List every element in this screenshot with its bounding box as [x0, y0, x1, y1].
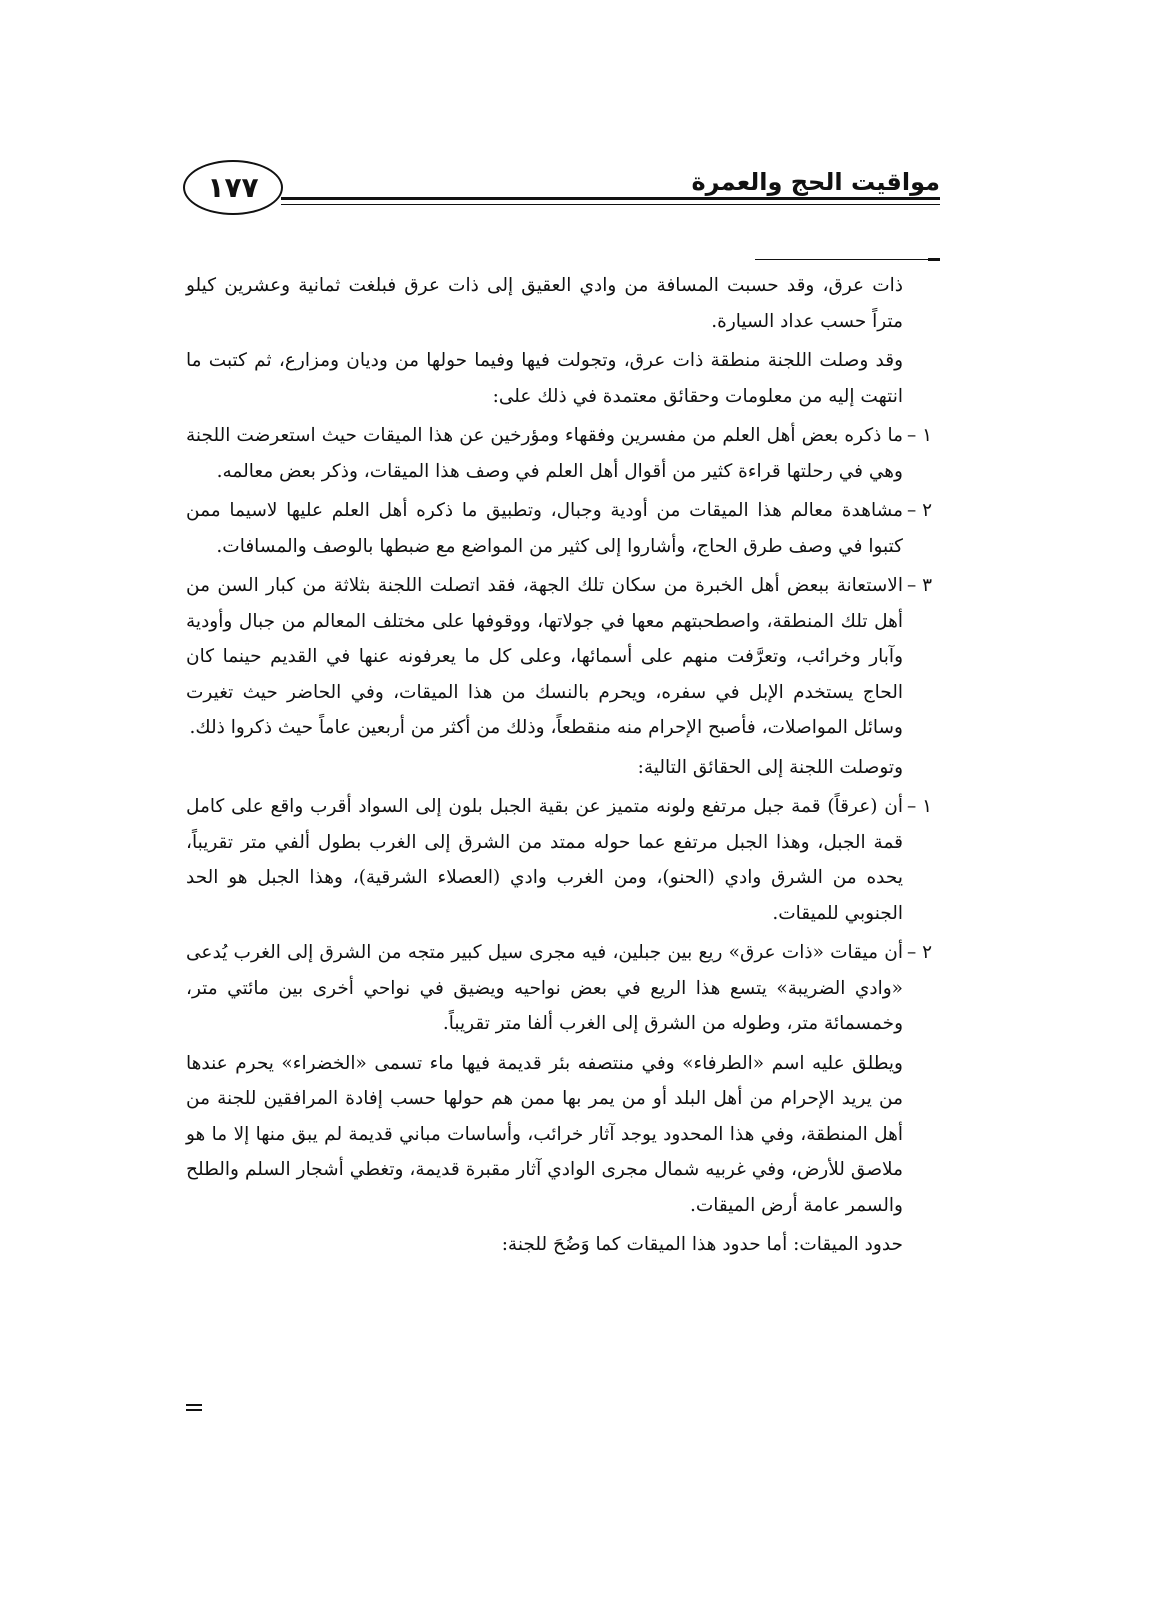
paragraph: وقد وصلت اللجنة منطقة ذات عرق، وتجولت فيها وفيما حولها من وديان ومزارع، ثم كتبت ما انتهت إليه من معلومات وحقائق معتمدة في ذلك على:: [186, 350, 903, 407]
list-item: [186, 935, 933, 1042]
page-number: ١٧٧: [183, 160, 283, 215]
list-item-text: أن ميقات «ذات عرق» ريع بين جبلين، فيه مجرى سيل كبير متجه من الشرق إلى الغرب يُدعى «وادي الضريبة» يتسع هذا الريع في بعض نواحيه ويضيق في نواحي أخرى بين مائتي متر، وخمسمائة متر، وطوله من الشرق إلى الغرب ألفا متر تقريباً.: [186, 942, 903, 1034]
footnote-separator-dash: [928, 258, 940, 261]
paragraph: ويطلق عليه اسم «الطرفاء» وفي منتصفه بئر قديمة فيها ماء تسمى «الخضراء» يحرم عندها من يريد الإحرام من أهل البلد أو من يمر بها ممن هم حولها حسب إفادة المرافقين للجنة من أهل المنطقة، وفي هذا المحدود يوجد آثار خرائب، وأساسات مباني قديمة لم يبق منها إلا ما هو ملاصق للأرض، وفي غربيه شمال مجرى الوادي آثار مقبرة قديمة، وتغطي أشجار السلم والطلح والسمر عامة أرض الميقات.: [186, 1052, 903, 1216]
header-title: مواقيت الحج والعمرة: [691, 168, 940, 196]
list-item: [186, 789, 933, 931]
page-body: [186, 268, 933, 1267]
list-item-number: ١ –: [907, 796, 933, 817]
page-header: [183, 160, 940, 220]
list-item-number: ٣ –: [907, 575, 933, 596]
list-item: [186, 418, 933, 489]
list-item-number: ٢ –: [907, 942, 933, 963]
continuation-mark: [186, 1404, 202, 1412]
list-item-number: ١ –: [907, 425, 933, 446]
footnote-separator-line: [755, 259, 932, 260]
paragraph: حدود الميقات: أما حدود هذا الميقات كما وَضُحَ للجنة:: [501, 1234, 903, 1255]
header-rule-thin: [281, 204, 940, 205]
list-item-number: ٢ –: [907, 500, 933, 521]
list-item: [186, 493, 933, 564]
paragraph: وتوصلت اللجنة إلى الحقائق التالية:: [637, 756, 903, 778]
list-item-text: ما ذكره بعض أهل العلم من مفسرين وفقهاء ومؤرخين عن هذا الميقات حيث استعرضت اللجنة وهي في رحلتها قراءة كثير من أقوال أهل العلم في وصف هذا الميقات، وذكر بعض معالمه.: [186, 425, 903, 482]
paragraph: ذات عرق، وقد حسبت المسافة من وادي العقيق إلى ذات عرق فبلغت ثمانية وعشرين كيلو متراً حسب عداد السيارة.: [186, 275, 903, 332]
footnote-separator: [755, 254, 940, 266]
header-rule-thick: [281, 197, 940, 200]
list-item-text: الاستعانة ببعض أهل الخبرة من سكان تلك الجهة، فقد اتصلت اللجنة بثلاثة من كبار السن من أهل تلك المنطقة، واصطحبتهم معها في جولاتها، ووقوفها على مختلف المعالم من جبال وأودية وآبار وخرائب، وتعرَّفت منهم على أسمائها، وعلى كل ما يعرفونه عنها في القديم حينما كان الحاج يستخدم الإبل في سفره، ويحرم بالنسك من هذا الميقات، وفي الحاضر حيث تغيرت وسائل المواصلات، فأصبح الإحرام منه منقطعاً، وذلك من أكثر من أربعين عاماً حيث ذكروا ذلك.: [186, 575, 903, 738]
list-item-text: أن (عرقاً) قمة جبل مرتفع ولونه متميز عن بقية الجبل بلون إلى السواد أقرب واقع على كامل قمة الجبل، وهذا الجبل مرتفع عما حوله ممتد من الشرق إلى الغرب بطول ألفي متر تقريباً، يحده من الشرق وادي (الحنو)، ومن الغرب وادي (العصلاء الشرقية)، وهذا الجبل هو الحد الجنوبي للميقات.: [186, 796, 903, 924]
list-item: [186, 568, 933, 746]
list-item-text: مشاهدة معالم هذا الميقات من أودية وجبال، وتطبيق ما ذكره أهل العلم عليها لاسيما ممن كتبوا في وصف طرق الحاج، وأشاروا إلى كثير من المواضع مع ضبطها بالوصف والمسافات.: [186, 500, 903, 557]
